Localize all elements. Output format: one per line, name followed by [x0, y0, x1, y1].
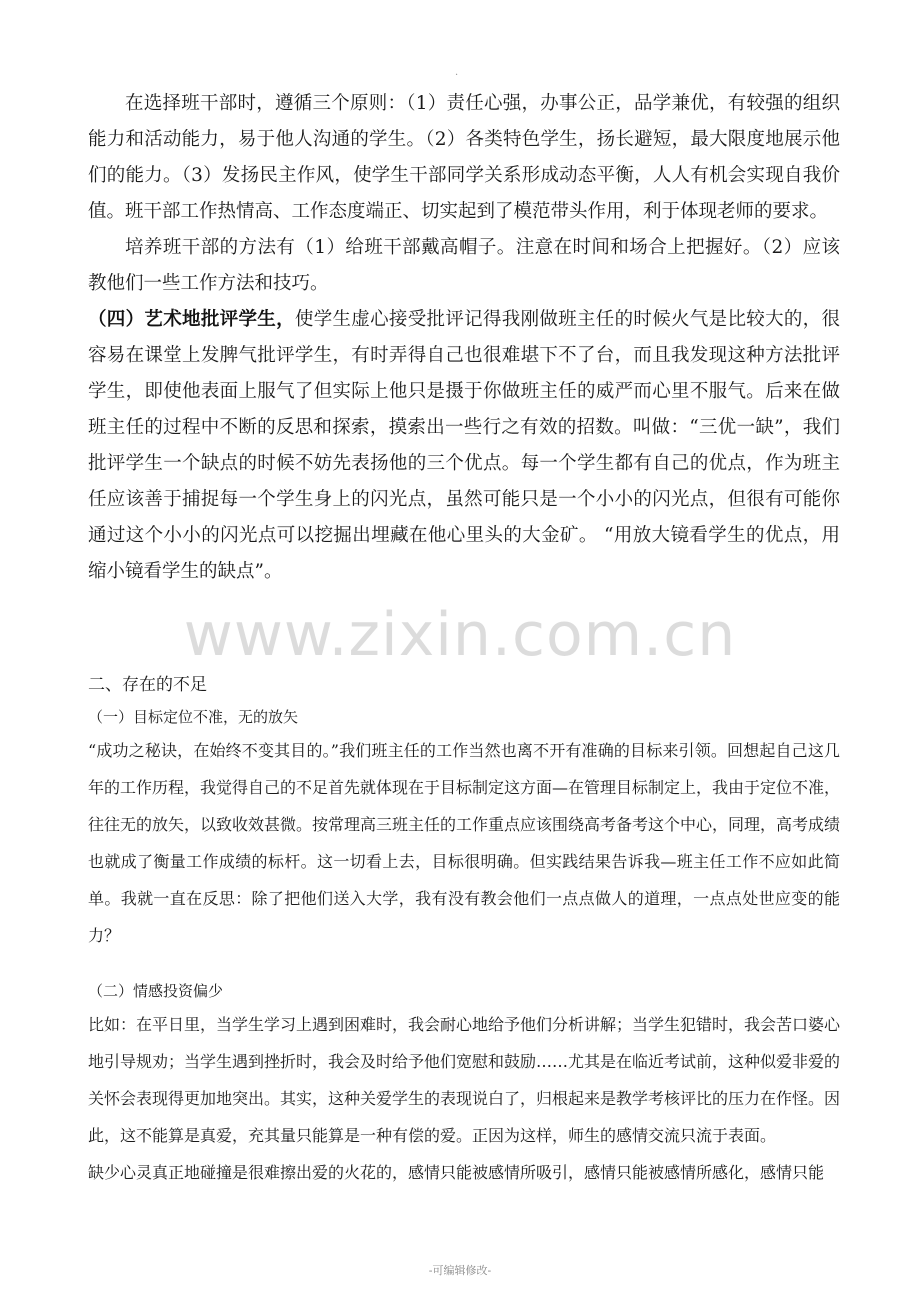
- section-two: [88, 668, 840, 1191]
- shortcomings-heading: 二、存在的不足: [88, 675, 207, 695]
- criticism-heading: （四）艺术地批评学生，: [88, 309, 295, 330]
- footer-note: -可编辑修改-: [428, 1264, 492, 1277]
- subheading-emotional-investment: （二）情感投资偏少: [88, 982, 224, 1000]
- subheading-goal-positioning: （一）目标定位不准，无的放矢: [88, 708, 299, 726]
- paragraph-criticism: [88, 302, 840, 590]
- criticism-body: 使学生虚心接受批评记得我刚做班主任的时候火气是比较大的，很容易在课堂上发脾气批评学生，有时弄得自己也很难堪下不了台，而且我发现这种方法批评学生，即使他表面上服气了但实际上他只是摄于你做班主任的威严而心里不服气。后来在做班主任的过程中不断的反思和探索，摸索出一些行之有效的招数。叫做：“三优一缺”，我们批评学生一个缺点的时候不妨先表扬他的三个优点。每一个学生都有自己的优点，作为班主任应该善于捕捉每一个学生身上的闪光点，虽然可能只是一个小小的闪光点，但很有可能你通过这个小小的闪光点可以挖掘出埋藏在他心里头的大金矿。 “用放大镜看学生的优点，用缩小镜看学生的缺点”。: [88, 309, 840, 582]
- paragraph-training-methods: 培养班干部的方法有（1）给班干部戴高帽子。注意在时间和场合上把握好。（2）应该教他们一些工作方法和技巧。: [88, 237, 840, 294]
- watermark-text: www.zixin.com.cn: [183, 600, 737, 670]
- paragraph-class-leaders-principles: 在选择班干部时，遵循三个原则：（1）责任心强，办事公正，品学兼优，有较强的组织能力和活动能力，易于他人沟通的学生。（2）各类特色学生，扬长避短，最大限度地展示他们的能力。（3）发扬民主作风，使学生干部同学关系形成动态平衡，人人有机会实现自我价值。班干部工作热情高、工作态度端正、切实起到了模范带头作用，利于体现老师的要求。: [88, 93, 840, 222]
- paragraph-emotional-continued: 缺少心灵真正地碰撞是很难擦出爱的火花的，感情只能被感情所吸引，感情只能被感情所感化，感情只能: [88, 1163, 825, 1182]
- paragraph-goal-positioning: “成功之秘诀，在始终不变其目的。”我们班主任的工作当然也离不开有准确的目标来引领。回想起自己这几年的工作历程，我觉得自己的不足首先就体现在于目标制定这方面—在管理目标制定上，我由于定位不准，往往无的放矢，以致收效甚微。按常理高三班主任的工作重点应该围绕高考备考这个中心，同理，高考成绩也就成了衡量工作成绩的标杆。这一切看上去，目标很明确。但实践结果告诉我—班主任工作不应如此简单。我就一直在反思：除了把他们送入大学，我有没有教会他们一点点做人的道理，一点点处世应变的能力？: [88, 741, 841, 945]
- paragraph-emotional-investment: 比如：在平日里，当学生学习上遇到困难时，我会耐心地给予他们分析讲解；当学生犯错时，我会苦口婆心地引导规劝；当学生遇到挫折时，我会及时给予他们宽慰和鼓励……尤其是在临近考试前，这种似爱非爱的关怀会表现得更加地突出。其实，这种关爱学生的表现说白了，归根起来是教学考核评比的压力在作怪。因此，这不能算是真爱，充其量只能算是一种有偿的爱。正因为这样，师生的感情交流只流于表面。: [88, 1015, 841, 1145]
- top-dot: ·: [455, 70, 459, 81]
- section-one: [88, 86, 840, 590]
